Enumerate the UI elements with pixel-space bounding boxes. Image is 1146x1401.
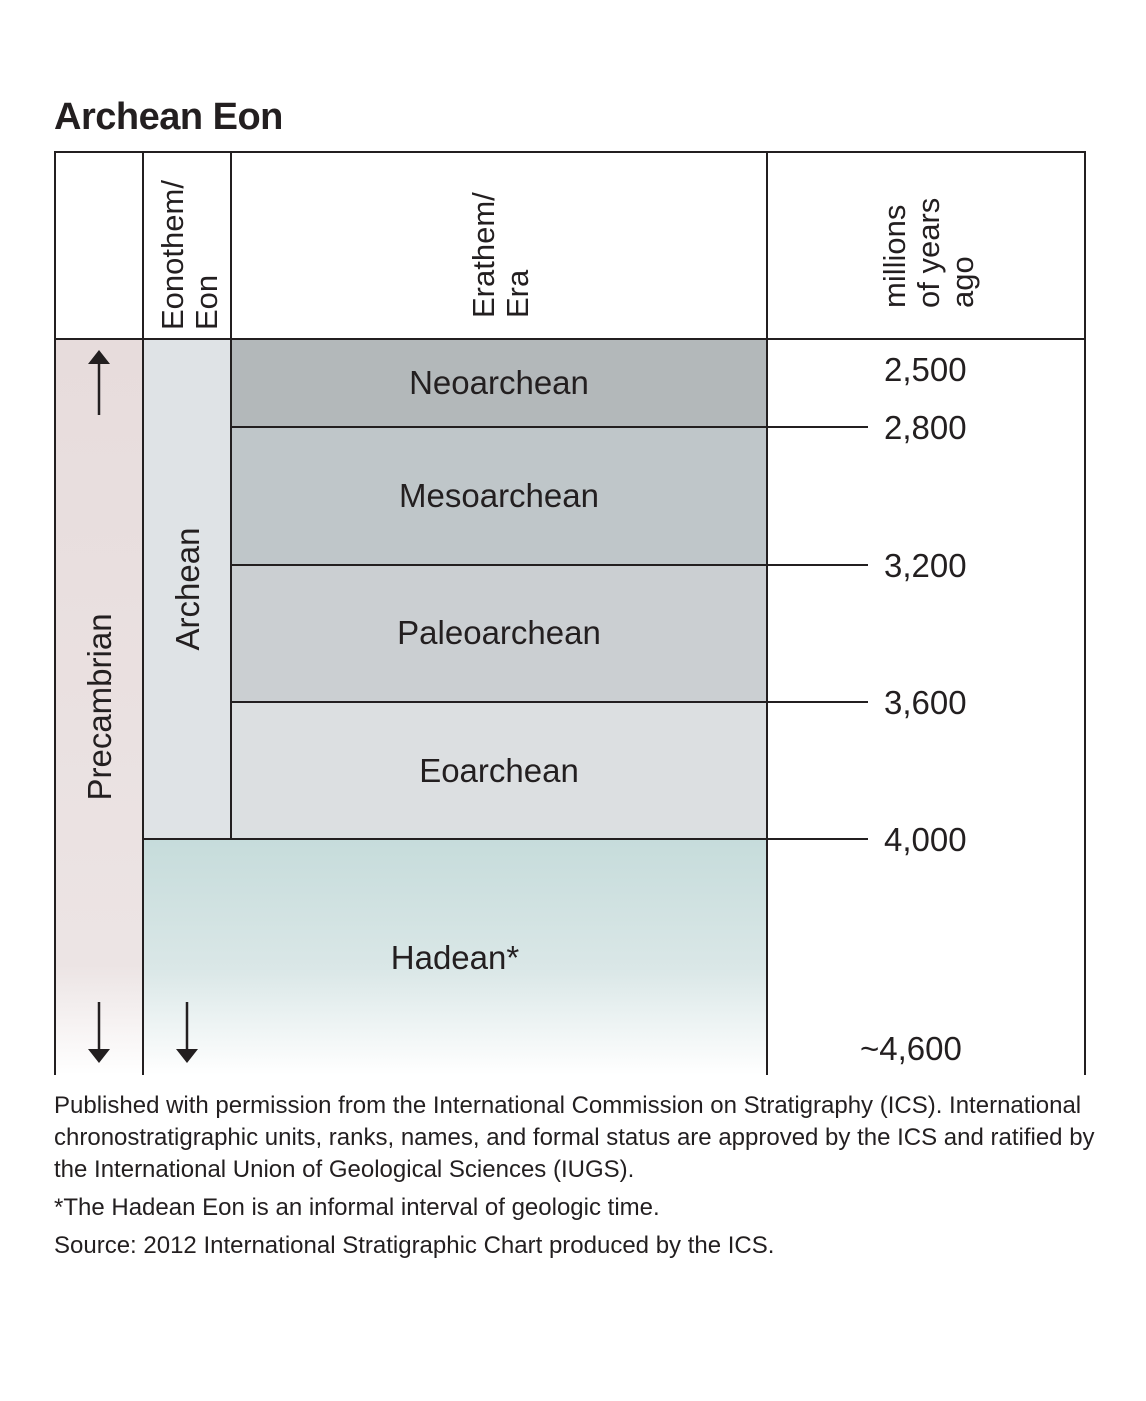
header-erathem: Erathem/ Era (466, 192, 535, 318)
age-label: 3,600 (884, 684, 967, 721)
permission-note: Published with permission from the International Commission on Stratigraphy (ICS). International chronostratigraphic units, ranks, names, and formal status are approved by the ICS and ratified by the International Union of Geological Sciences (IUGS). (54, 1092, 1095, 1183)
chart-title: Archean Eon (54, 96, 283, 138)
era-label: Neoarchean (409, 364, 589, 401)
era-label: Mesoarchean (399, 477, 599, 514)
header-eonothem: Eonothem/ Eon (155, 180, 224, 330)
era-label: Paleoarchean (397, 614, 601, 651)
archean-label: Archean (169, 527, 206, 651)
source-note: Source: 2012 International Stratigraphic Chart produced by the ICS. (54, 1232, 775, 1259)
precambrian-label: Precambrian (81, 613, 118, 801)
age-label: 3,200 (884, 547, 967, 584)
footnotes (54, 1090, 1104, 1262)
hadean-note: *The Hadean Eon is an informal interval of geologic time. (54, 1194, 660, 1221)
age-label: 4,000 (884, 821, 967, 858)
age-label: ~4,600 (860, 1030, 962, 1067)
age-label: 2,500 (884, 351, 967, 388)
header-time: millions of years ago (877, 197, 980, 308)
hadean-label: Hadean* (390, 939, 520, 976)
age-label: 2,800 (884, 409, 967, 446)
era-label: Eoarchean (419, 752, 579, 789)
